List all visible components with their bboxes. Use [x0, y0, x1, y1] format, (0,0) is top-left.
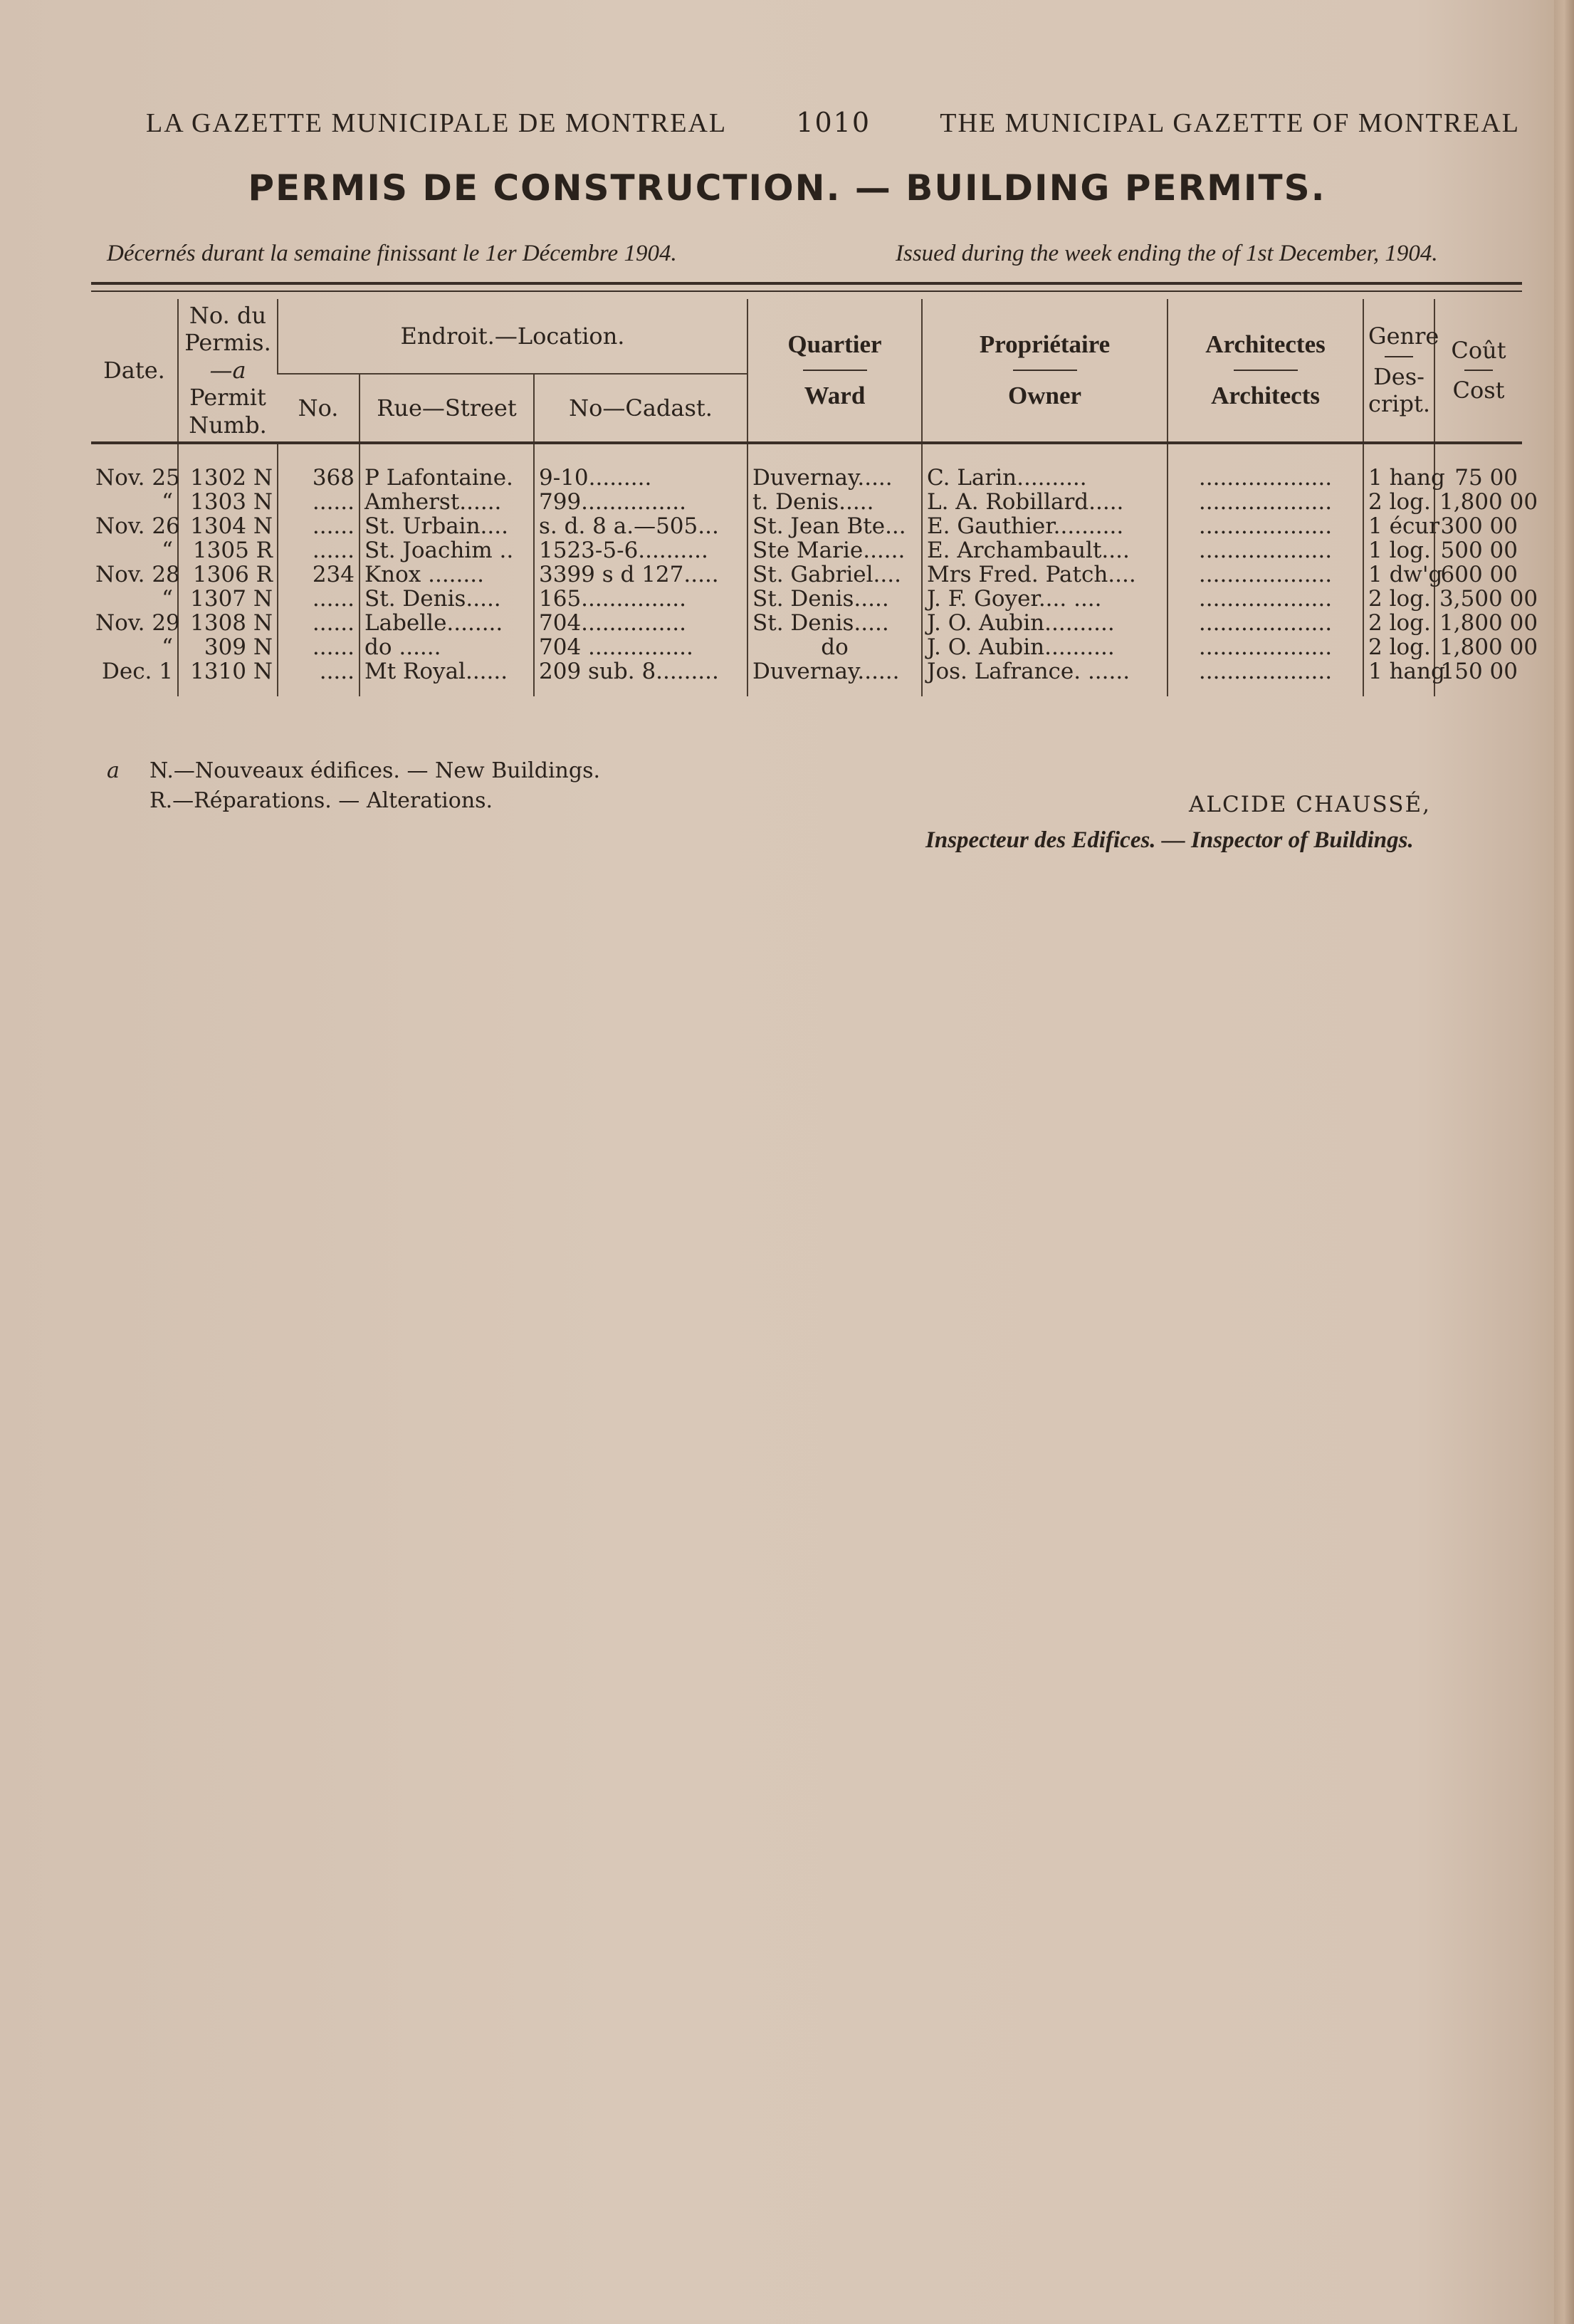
cell-owner: J. O. Aubin.......... [922, 611, 1168, 635]
running-head-left: LA GAZETTE MUNICIPALE DE MONTREAL [146, 108, 728, 138]
cell-no: ...... [278, 611, 360, 635]
cell-owner: Jos. Lafrance. ...... [922, 659, 1168, 696]
col-desc-fr: Genre [1368, 323, 1439, 350]
cell-desc: 1 hang [1363, 444, 1434, 490]
table-row [91, 659, 1522, 696]
table-row [91, 514, 1522, 538]
cell-architect: ................... [1168, 444, 1363, 490]
cell-no: ...... [278, 514, 360, 538]
cell-cost: 1,800 00 [1434, 490, 1522, 514]
legend-alt [107, 786, 600, 816]
cell-desc: 1 écur [1363, 514, 1434, 538]
cell-date: “ [162, 537, 173, 563]
cell-ward: t. Denis..... [747, 490, 922, 514]
cell-street: Mt Royal...... [360, 659, 534, 696]
cell-desc: 1 hang [1363, 659, 1434, 696]
col-location-header: Endroit.—Location. [278, 299, 747, 374]
cell-permit: 1304 N [178, 514, 278, 538]
top-rule [91, 282, 1522, 285]
legend-new-text: N.—Nouveaux édifices. — New Buildings. [149, 758, 601, 783]
cell-desc: 2 log. [1363, 490, 1434, 514]
col-permit-en: Permit Numb. [189, 384, 267, 439]
col-architect-en: Architects [1211, 381, 1320, 409]
col-owner-fr: Propriétaire [979, 330, 1111, 358]
cell-architect: ................... [1168, 514, 1363, 538]
permits-table-body [91, 444, 1538, 696]
legend [107, 756, 600, 816]
cell-date: “ [162, 585, 173, 612]
permits-table [91, 299, 1538, 696]
cell-desc: 2 log. [1363, 611, 1434, 635]
col-permit-fr: No. du Permis. [184, 302, 271, 357]
cell-permit: 1303 N [178, 490, 278, 514]
cell-cost: 1,800 00 [1434, 635, 1522, 659]
col-permit-a: —a [209, 356, 246, 384]
cell-street: St. Denis..... [360, 587, 534, 611]
cell-street: St. Urbain.... [360, 514, 534, 538]
table-row [91, 635, 1522, 659]
col-cadast-header: No—Cadast. [534, 374, 747, 443]
table-row [91, 490, 1522, 514]
cell-street: Labelle........ [360, 611, 534, 635]
cell-no: ...... [278, 490, 360, 514]
cell-cadast: 1523-5-6.......... [534, 538, 747, 562]
cell-permit: 1305 R [178, 538, 278, 562]
table-row [91, 538, 1522, 562]
cell-owner: C. Larin.......... [922, 444, 1168, 490]
cell-architect: ................... [1168, 635, 1363, 659]
signature-title: Inspecteur des Edifices. — Inspector of Buildings. [925, 827, 1414, 853]
cell-ward: St. Denis..... [747, 587, 922, 611]
cell-street: P Lafontaine. [360, 444, 534, 490]
cell-permit: 1302 N [178, 444, 278, 490]
table-header-row [91, 299, 1522, 374]
cell-architect: ................... [1168, 538, 1363, 562]
cell-desc: 2 log. [1363, 587, 1434, 611]
cell-desc: 2 log. [1363, 635, 1434, 659]
cell-architect: ................... [1168, 587, 1363, 611]
subtitle-english: Issued during the week ending the of 1st December, 1904. [896, 241, 1438, 266]
col-date-header: Date. [103, 356, 165, 384]
cell-cadast: 165............... [534, 587, 747, 611]
cell-date: “ [162, 634, 173, 660]
cell-owner: Mrs Fred. Patch.... [922, 562, 1168, 587]
cell-cadast: 209 sub. 8......... [534, 659, 747, 696]
cell-owner: L. A. Robillard..... [922, 490, 1168, 514]
cell-street: Amherst...... [360, 490, 534, 514]
cell-cost: 300 00 [1434, 514, 1522, 538]
col-ward-header [747, 299, 922, 443]
cell-date: Dec. 1 [102, 658, 173, 684]
table-row [91, 444, 1522, 490]
cell-no: 368 [278, 444, 360, 490]
cell-desc: 1 log. [1363, 538, 1434, 562]
cell-permit: 1310 N [178, 659, 278, 696]
cell-ward: St. Denis..... [747, 611, 922, 635]
cell-no: ...... [278, 538, 360, 562]
cell-date: Nov. 25 [95, 464, 180, 491]
cell-architect: ................... [1168, 562, 1363, 587]
col-desc-header [1363, 299, 1439, 443]
signature-name: ALCIDE CHAUSSÉ, [1189, 792, 1431, 817]
cell-ward: St. Jean Bte... [747, 514, 922, 538]
cell-ward: St. Gabriel.... [747, 562, 922, 587]
cell-ward: Ste Marie...... [747, 538, 922, 562]
cell-architect: ................... [1168, 659, 1363, 696]
cell-cost: 500 00 [1434, 538, 1522, 562]
cell-cost: 1,800 00 [1434, 611, 1522, 635]
cell-owner: J. F. Goyer.... .... [922, 587, 1168, 611]
running-head [146, 107, 1520, 139]
cell-permit: 1307 N [178, 587, 278, 611]
col-owner-en: Owner [1007, 381, 1082, 409]
cell-cadast: 9-10......... [534, 444, 747, 490]
subtitle-french: Décernés durant la semaine finissant le 1er Décembre 1904. [107, 241, 677, 266]
cell-owner: E. Archambault.... [922, 538, 1168, 562]
cell-owner: E. Gauthier.......... [922, 514, 1168, 538]
cell-street: Knox ........ [360, 562, 534, 587]
col-cost-en: Cost [1452, 376, 1505, 404]
cell-date: Nov. 28 [95, 561, 180, 587]
cell-architect: ................... [1168, 611, 1363, 635]
cell-ward: do [747, 635, 922, 659]
table-row [91, 587, 1522, 611]
cell-cost: 600 00 [1434, 562, 1522, 587]
page-number: 1010 [796, 107, 871, 138]
cell-street: do ...... [360, 635, 534, 659]
cell-cost: 150 00 [1434, 659, 1522, 696]
cell-cost: 75 00 [1434, 444, 1522, 490]
col-no-header: No. [278, 374, 360, 443]
col-architect-header [1168, 299, 1363, 443]
cell-cadast: 3399 s d 127..... [534, 562, 747, 587]
col-ward-en: Ward [804, 381, 866, 409]
legend-alt-text: R.—Réparations. — Alterations. [149, 788, 493, 813]
col-cost-header [1434, 299, 1522, 443]
cell-no: ...... [278, 587, 360, 611]
table-row [91, 611, 1522, 635]
col-owner-header [922, 299, 1168, 443]
cell-no: ..... [278, 659, 360, 696]
cell-cadast: 704 ............... [534, 635, 747, 659]
cell-cadast: 799............... [534, 490, 747, 514]
cell-owner: J. O. Aubin.......... [922, 635, 1168, 659]
cell-ward: Duvernay..... [747, 444, 922, 490]
cell-ward: Duvernay...... [747, 659, 922, 696]
cell-street: St. Joachim .. [360, 538, 534, 562]
running-head-right: THE MUNICIPAL GAZETTE OF MONTREAL [940, 108, 1520, 138]
col-street-header: Rue—Street [360, 374, 534, 443]
cell-date: “ [162, 488, 173, 515]
cell-date: Nov. 29 [95, 609, 180, 636]
cell-cost: 3,500 00 [1434, 587, 1522, 611]
col-permit-header [178, 299, 278, 443]
cell-no: 234 [278, 562, 360, 587]
table-row [91, 562, 1522, 587]
cell-permit: 1308 N [178, 611, 278, 635]
col-architect-fr: Architectes [1205, 330, 1326, 358]
col-cost-fr: Coût [1451, 336, 1506, 364]
cell-cadast: 704............... [534, 611, 747, 635]
cell-architect: ................... [1168, 490, 1363, 514]
cell-date: Nov. 26 [95, 513, 180, 539]
cell-desc: 1 dw'g [1363, 562, 1434, 587]
page-title: PERMIS DE CONSTRUCTION. — BUILDING PERMITS. [248, 167, 1326, 209]
top-rule-inner [91, 290, 1522, 292]
legend-marker: a [107, 758, 120, 783]
col-ward-fr: Quartier [787, 330, 882, 358]
cell-cadast: s. d. 8 a.—505... [534, 514, 747, 538]
col-desc-en: Des-cript. [1368, 362, 1430, 418]
cell-permit: 1306 R [178, 562, 278, 587]
cell-permit: 309 N [178, 635, 278, 659]
cell-no: ...... [278, 635, 360, 659]
page-edge [1554, 0, 1574, 2324]
legend-new [107, 756, 600, 786]
